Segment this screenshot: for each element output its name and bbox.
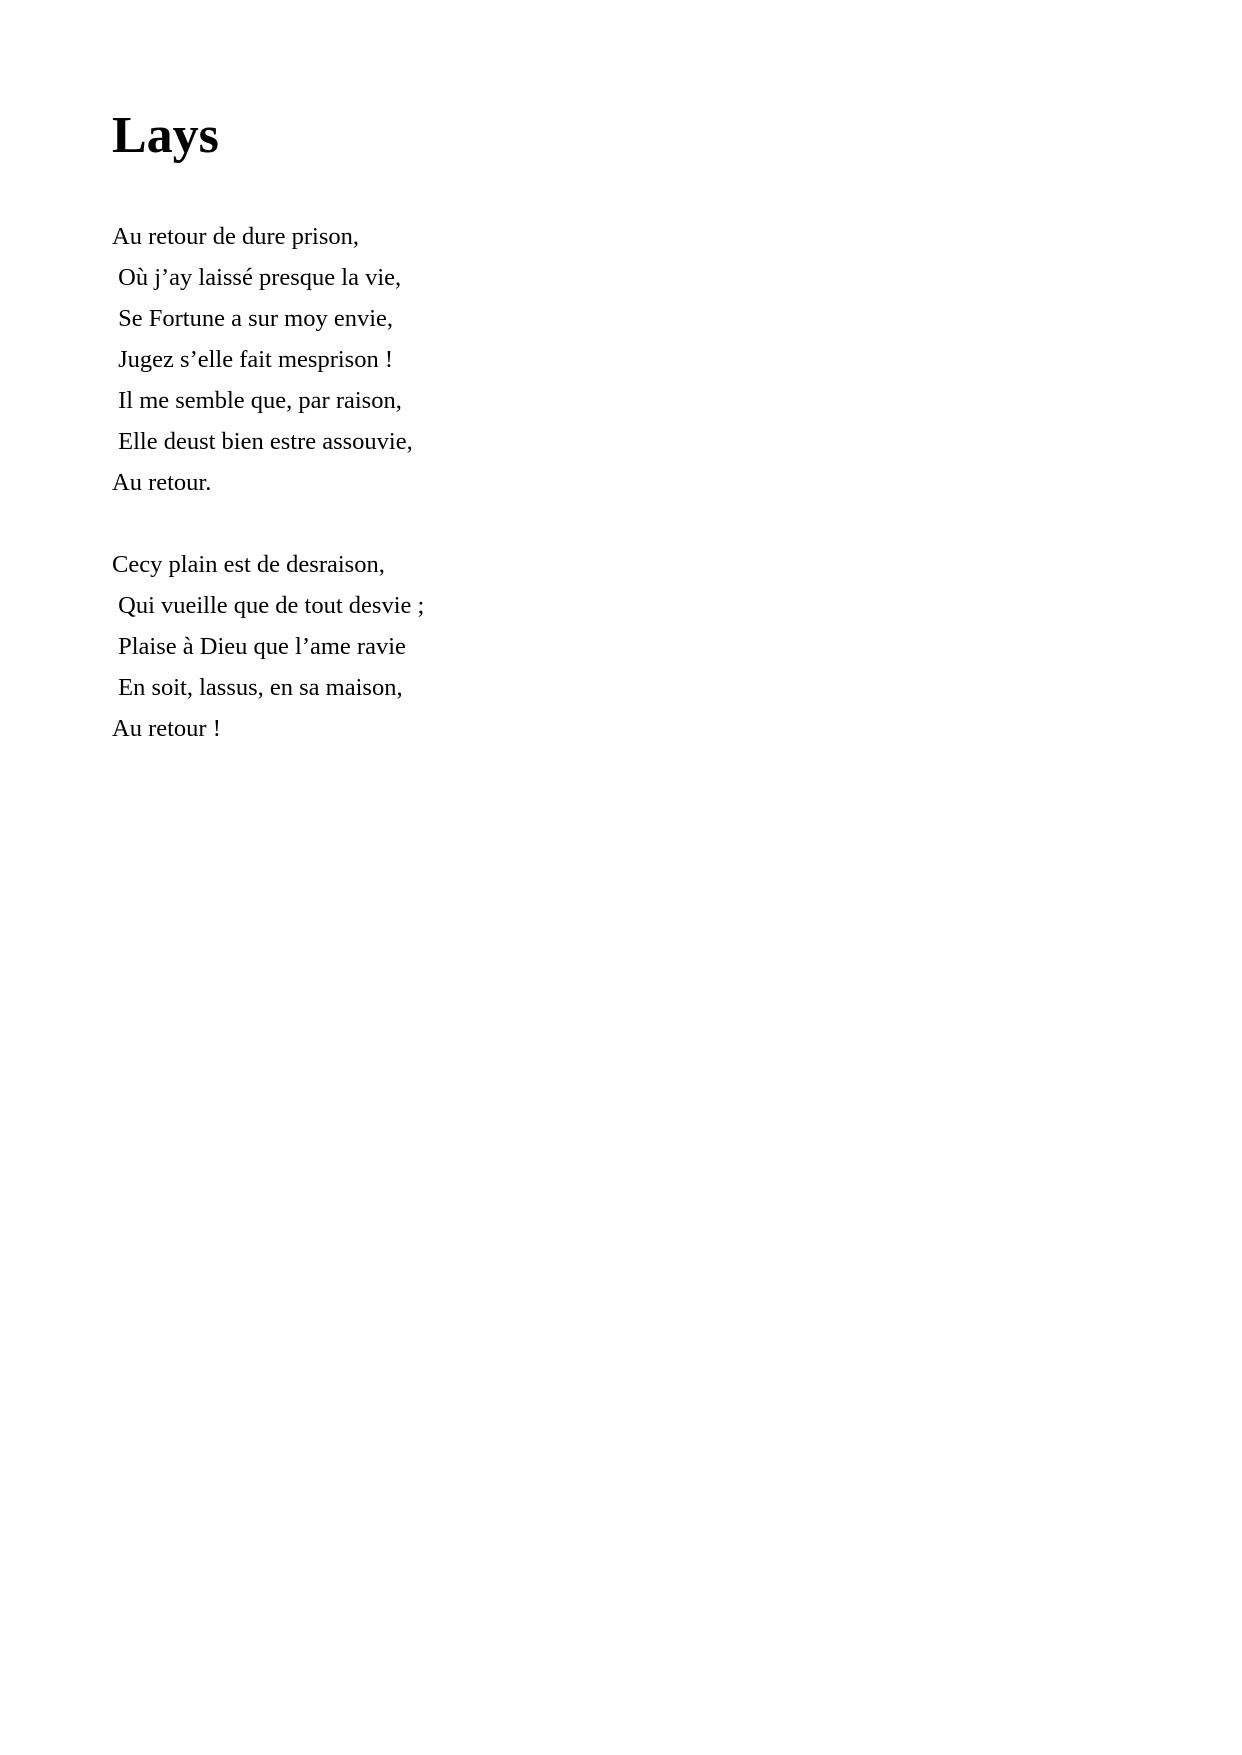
verse-line: Au retour. — [112, 469, 212, 496]
verse-line: Jugez s’elle fait mesprison ! — [112, 346, 393, 373]
stanza-2 — [112, 544, 424, 749]
verse-line: Il me semble que, par raison, — [112, 387, 402, 414]
verse-line: Plaise à Dieu que l’ame ravie — [112, 633, 406, 660]
verse-line: En soit, lassus, en sa maison, — [112, 674, 403, 701]
verse-line: Cecy plain est de desraison, — [112, 551, 385, 578]
verse-line: Se Fortune a sur moy envie, — [112, 305, 394, 332]
verse-line: Au retour de dure prison, — [112, 223, 359, 250]
verse-line: Elle deust bien estre assouvie, — [112, 428, 413, 455]
poem-title: Lays — [112, 107, 219, 164]
poem-body — [112, 216, 424, 790]
verse-line: Au retour ! — [112, 715, 221, 742]
stanza-1 — [112, 216, 424, 503]
verse-line: Qui vueille que de tout desvie ; — [112, 592, 425, 619]
verse-line: Où j’ay laissé presque la vie, — [112, 264, 402, 291]
